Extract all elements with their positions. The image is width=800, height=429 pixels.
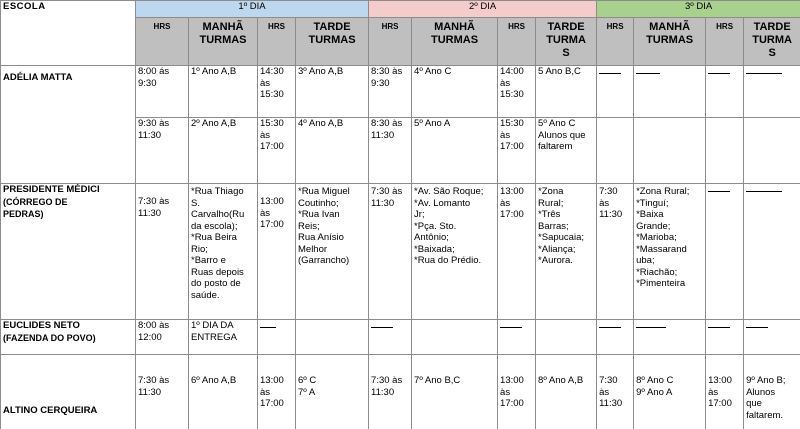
cell-turmas: 7º Ano B,C	[412, 355, 498, 429]
empty-cell	[634, 320, 706, 355]
col-hrs-header: HRS	[597, 18, 634, 66]
cell-hrs: 14:00 às 15:30	[498, 66, 536, 118]
day2-header: 2º DIA	[369, 1, 597, 18]
cell-hrs: 13:00 às 17:00	[498, 355, 536, 429]
empty-cell	[634, 66, 706, 118]
school-euclides-neto	[1, 320, 136, 355]
dash-line	[500, 327, 522, 328]
cell-hrs: 8:00 ás 9:30	[136, 66, 189, 118]
col-hrs-header: HRS	[136, 18, 189, 66]
col-manha-header: MANHÃ TURMAS	[189, 18, 258, 66]
empty-cell	[412, 320, 498, 355]
cell-hrs: 15:30 às 17:00	[258, 118, 296, 184]
empty-cell	[634, 118, 706, 184]
cell-hrs: 9:30 às 11:30	[136, 118, 189, 184]
cell-hrs: 14:30 às 15:30	[258, 66, 296, 118]
cell-hrs: 7:30 às 11:30	[597, 184, 634, 320]
dash-line	[636, 73, 660, 74]
cell-turmas: *Zona Rural; *Três Barras; *Sapucaia; *Aliança; *Aurora.	[536, 184, 597, 320]
empty-cell	[369, 320, 412, 355]
cell-hrs: 8:30 às 9:30	[369, 66, 412, 118]
school-subtitle: (FAZENDA DO POVO)	[3, 332, 96, 343]
col-hrs-header: HRS	[258, 18, 296, 66]
school-presidente-medici	[1, 184, 136, 320]
dash-line	[708, 327, 730, 328]
empty-cell	[744, 66, 800, 118]
cell-turmas: *Rua Thiago S. Carvalho(Ru da escola); *Rua Beira Rio; *Barro e Ruas depois do posto de saúde.	[189, 184, 258, 320]
cell-hrs: 13:00 às 17:00	[258, 184, 296, 320]
cell-turmas: *Rua Miguel Coutinho; *Rua Ivan Reis; Rua Anísio Melhor (Garrancho)	[296, 184, 369, 320]
cell-turmas: *Zona Rural; *Tinguí; *Baixa Grande; *Marioba; *Massarand uba; *Riachão; *Pimenteira	[634, 184, 706, 320]
dash-line	[746, 191, 782, 192]
cell-turmas: 2º Ano A,B	[189, 118, 258, 184]
cell-hrs: 7:30 às 11:30	[369, 355, 412, 429]
cell-turmas: 5 Ano B,C	[536, 66, 597, 118]
cell-hrs: 13:00 às 17:00	[498, 184, 536, 320]
cell-turmas: 5º Ano A	[412, 118, 498, 184]
cell-turmas: 6º Ano A,B	[189, 355, 258, 429]
cell-hrs: 13:00 às 17:00	[258, 355, 296, 429]
cell-turmas: 4º Ano C	[412, 66, 498, 118]
school-altino-cerqueira: ALTINO CERQUEIRA	[1, 355, 136, 429]
cell-turmas: 6º C 7º A	[296, 355, 369, 429]
col-hrs-header: HRS	[369, 18, 412, 66]
col-manha-header: MANHÃ TURMAS	[412, 18, 498, 66]
school-name: EUCLIDES NETO	[3, 320, 80, 331]
cell-turmas: 1º DIA DA ENTREGA	[189, 320, 258, 355]
cell-hrs: 8:00 às 12:00	[136, 320, 189, 355]
empty-cell	[706, 320, 744, 355]
cell-turmas: 9º Ano B; Alunos que faltarem.	[744, 355, 800, 429]
cell-turmas: 3º Ano A,B	[296, 66, 369, 118]
dash-line	[708, 73, 730, 74]
empty-cell	[744, 184, 800, 320]
dash-line	[746, 327, 768, 328]
cell-hrs: 13:00 às 17:00	[706, 355, 744, 429]
school-name: PRESIDENTE MÉDICI	[3, 184, 100, 195]
dash-line	[708, 191, 730, 192]
dash-line	[636, 327, 666, 328]
dash-line	[746, 73, 782, 74]
empty-cell	[706, 118, 744, 184]
empty-cell	[296, 320, 369, 355]
cell-hrs: 8:30 às 11:30	[369, 118, 412, 184]
cell-turmas: 1º Ano A,B	[189, 66, 258, 118]
empty-cell	[706, 66, 744, 118]
empty-cell	[536, 320, 597, 355]
cell-turmas: 4º Ano A,B	[296, 118, 369, 184]
cell-turmas: 5º Ano C Alunos que faltarem	[536, 118, 597, 184]
empty-cell	[498, 320, 536, 355]
escola-header: ESCOLA	[1, 1, 136, 66]
cell-hrs: 7:30 às 11:30	[369, 184, 412, 320]
col-tarde-header: TARDE TURMAS	[296, 18, 369, 66]
cell-hrs: 15:30 às 17:00	[498, 118, 536, 184]
empty-cell	[597, 118, 634, 184]
cell-hrs: 7:30 às 11:30	[136, 184, 189, 320]
cell-turmas: 8º Ano A,B	[536, 355, 597, 429]
cell-hrs: 7:30 às 11:30	[136, 355, 189, 429]
dash-line	[371, 327, 393, 328]
col-manha-header: MANHÃ TURMAS	[634, 18, 706, 66]
empty-cell	[744, 118, 800, 184]
empty-cell	[258, 320, 296, 355]
dash-line	[599, 327, 621, 328]
col-hrs-header: HRS	[498, 18, 536, 66]
day1-header: 1º DIA	[136, 1, 369, 18]
cell-turmas: *Av. São Roque; *Av. Lomanto Jr; *Pça. Sto. Antônio; *Baixada; *Rua do Prédio.	[412, 184, 498, 320]
cell-turmas: 8º Ano C 9º Ano A	[634, 355, 706, 429]
empty-cell	[706, 184, 744, 320]
empty-cell	[744, 320, 800, 355]
empty-cell	[597, 66, 634, 118]
dash-line	[599, 73, 621, 74]
day3-header: 3º DIA	[597, 1, 800, 18]
empty-cell	[597, 320, 634, 355]
school-adelia-matta: ADÉLIA MATTA	[1, 66, 136, 184]
col-hrs-header: HRS	[706, 18, 744, 66]
col-tarde-header: TARDE TURMA S	[744, 18, 800, 66]
school-subtitle: (CÓRREGO DE PEDRAS)	[3, 196, 68, 219]
dash-line	[260, 327, 276, 328]
col-tarde-header: TARDE TURMA S	[536, 18, 597, 66]
cell-hrs: 7:30 às 11:30	[597, 355, 634, 429]
